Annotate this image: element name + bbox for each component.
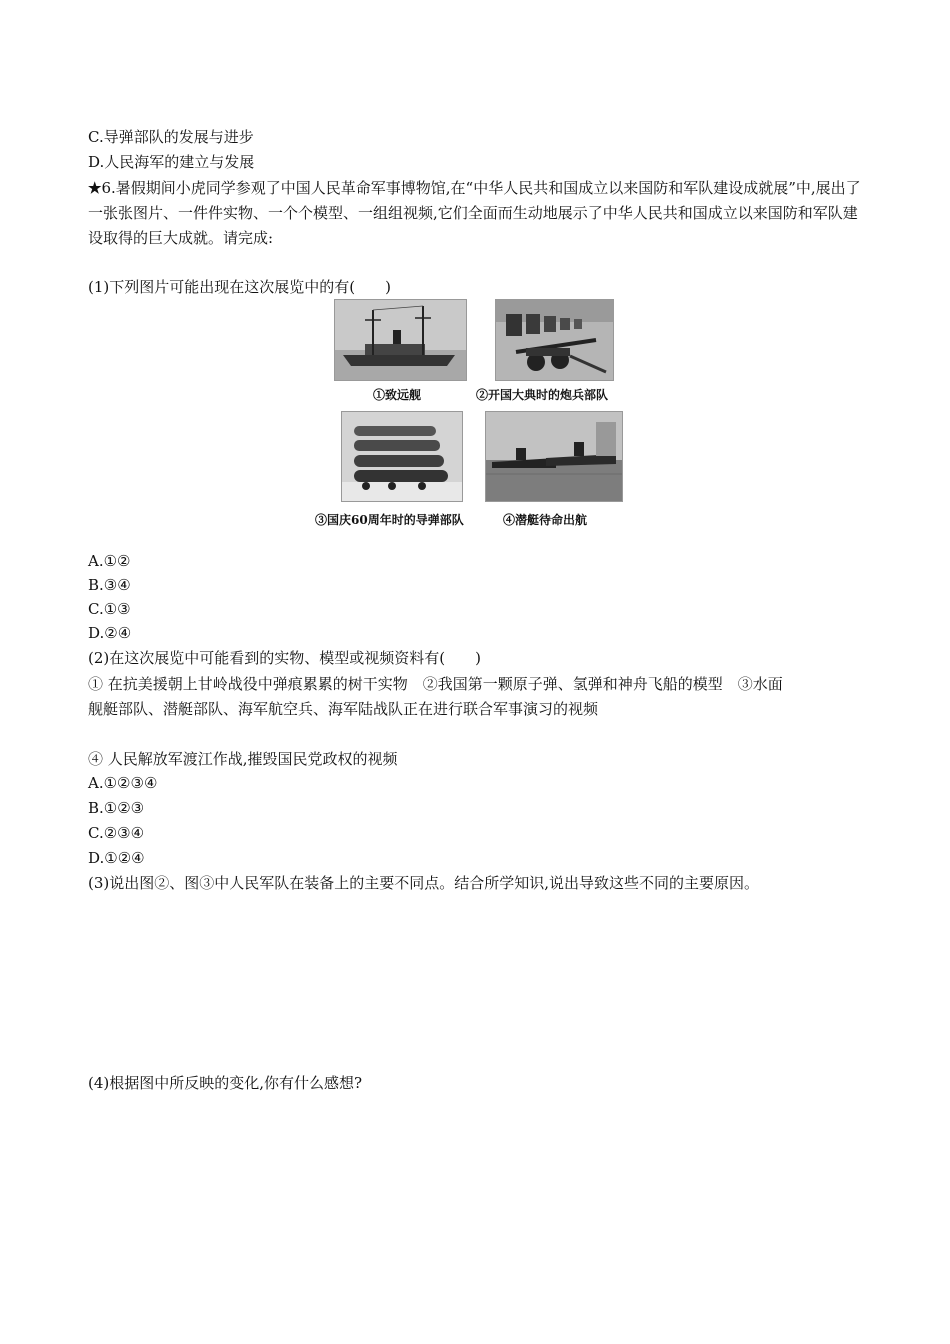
star-icon: ★ <box>88 179 102 197</box>
sub1-prompt: (1)下列图片可能出现在这次展览中的有( ) <box>88 278 391 296</box>
question-number: 6. <box>101 179 116 197</box>
sub1-option-c: C.①③ <box>88 600 131 618</box>
sub2-option-b: B.①②③ <box>88 799 145 817</box>
sub1-option-d: D.②④ <box>88 624 132 642</box>
figure-caption-2: ②开国大典时的炮兵部队 <box>476 388 609 402</box>
sub2-items-line1: ① 在抗美援朝上甘岭战役中弹痕累累的树干实物 ②我国第一颗原子弹、氢弹和神舟飞船的模型 ③水面 <box>88 675 783 693</box>
missile-photo <box>341 411 463 502</box>
sub4-prompt: (4)根据图中所反映的变化,你有什么感想? <box>88 1074 363 1092</box>
prev-option-d: D.人民海军的建立与发展 <box>88 153 255 171</box>
sub1-option-a: A.①② <box>88 552 131 570</box>
submarine-photo <box>485 411 623 502</box>
question-stem <box>88 176 863 251</box>
artillery-photo <box>495 299 614 381</box>
sub1-option-b: B.③④ <box>88 576 131 594</box>
figure-caption-1: ①致远舰 <box>373 388 422 402</box>
warship-photo <box>334 299 467 381</box>
sub3-prompt: (3)说出图②、图③中人民军队在装备上的主要不同点。结合所学知识,说出导致这些不同的主要原因。 <box>88 874 760 892</box>
figure-caption-3: ③国庆60周年时的导弹部队 <box>315 513 464 527</box>
sub2-option-a: A.①②③④ <box>88 774 158 792</box>
question-text: 暑假期间小虎同学参观了中国人民革命军事博物馆,在“中华人民共和国成立以来国防和军队建设成就展”中,展出了一张张图片、一件件实物、一个个模型、一组组视频,它们全面而生动地展示了中华人民共和国成立以来国防和军队建设取得的巨大成就。请完成: <box>88 179 861 247</box>
sub2-option-c: C.②③④ <box>88 824 145 842</box>
sub2-option-d: D.①②④ <box>88 849 145 867</box>
sub2-items-line2: 舰艇部队、潜艇部队、海军航空兵、海军陆战队正在进行联合军事演习的视频 <box>88 700 599 718</box>
sub2-prompt: (2)在这次展览中可能看到的实物、模型或视频资料有( ) <box>88 649 481 667</box>
figure-caption-4: ④潜艇待命出航 <box>503 513 588 527</box>
prev-option-c: C.导弹部队的发展与进步 <box>88 128 254 146</box>
sub2-items-line3: ④ 人民解放军渡江作战,摧毁国民党政权的视频 <box>88 750 398 768</box>
